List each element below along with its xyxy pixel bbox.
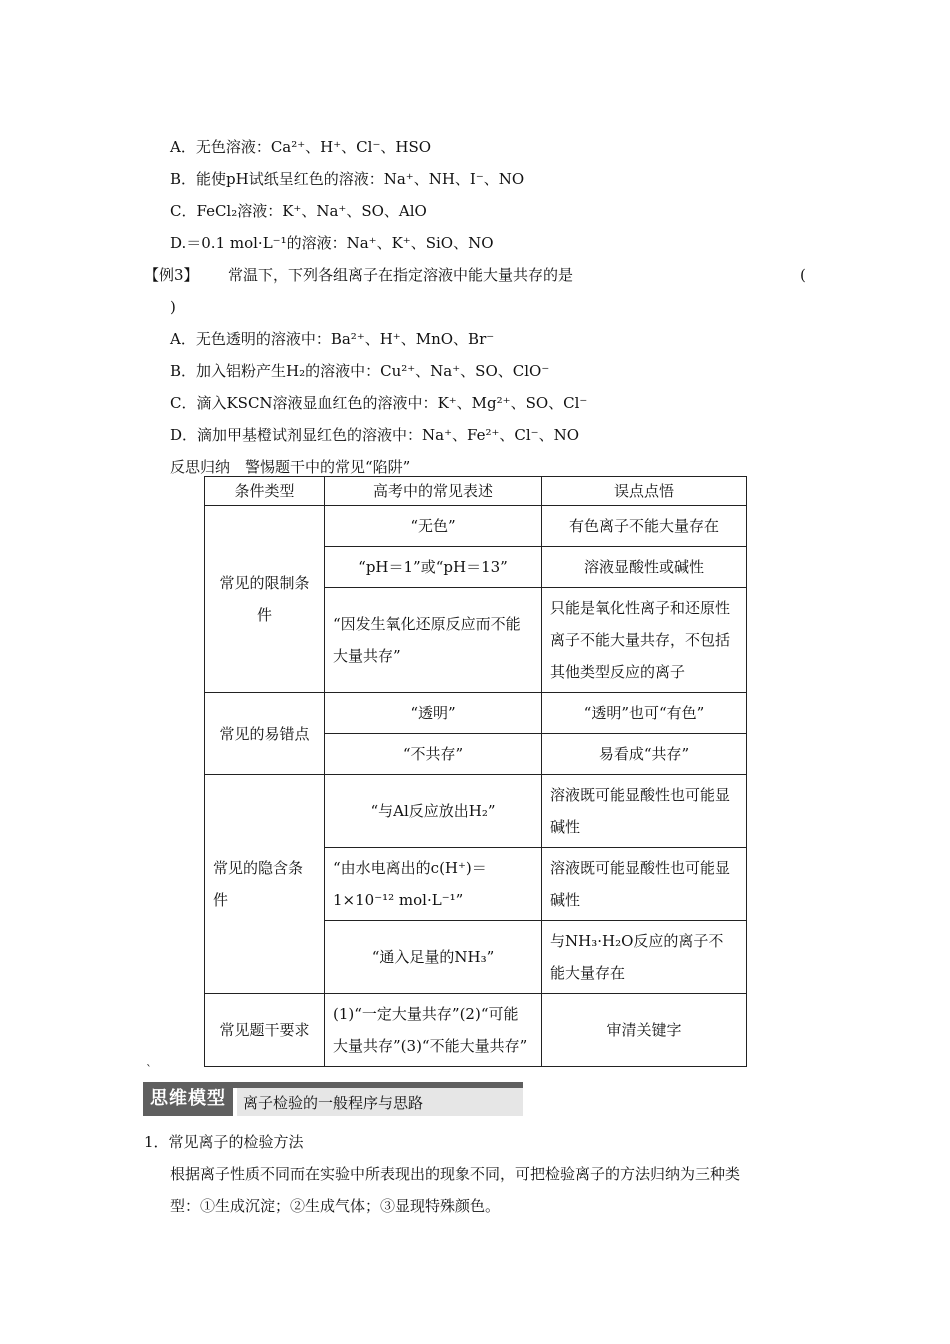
- example3-stem: 常温下，下列各组离子在指定溶液中能大量共存的是: [228, 266, 574, 284]
- example2-option-b: B．能使pH试纸呈红色的溶液：Na⁺、NH、I⁻、NO: [170, 170, 525, 188]
- insight-cell: 溶液既可能显酸性也可能显碱性: [542, 848, 747, 921]
- expression-cell: (1)“一定大量共存”(2)“可能大量共存”(3)“不能大量共存”: [325, 994, 542, 1067]
- insight-cell: 易看成“共存”: [542, 734, 747, 775]
- table-header: 条件类型: [205, 477, 325, 506]
- stray-mark: `: [146, 1063, 152, 1077]
- table-header-row: [205, 477, 747, 506]
- insight-cell: 与NH₃·H₂O反应的离子不能大量存在: [542, 921, 747, 994]
- expression-cell: “由水电离出的c(H⁺)＝1×10⁻¹² mol·L⁻¹”: [325, 848, 542, 921]
- banner-title: 离子检验的一般程序与思路: [243, 1094, 424, 1112]
- table-header: 高考中的常见表述: [325, 477, 542, 506]
- thinking-model-banner: [143, 1082, 523, 1116]
- insight-cell: 审清关键字: [542, 994, 747, 1067]
- reflection-heading: 反思归纳 警惕题干中的常见“陷阱”: [170, 458, 411, 476]
- expression-cell: “通入足量的NH₃”: [325, 921, 542, 994]
- condition-type-cell: 常见的隐含条件: [205, 775, 325, 994]
- insight-cell: 只能是氧化性离子和还原性离子不能大量共存，不包括其他类型反应的离子: [542, 588, 747, 693]
- expression-cell: “不共存”: [325, 734, 542, 775]
- expression-cell: “透明”: [325, 693, 542, 734]
- expression-cell: “因发生氧化还原反应而不能大量共存”: [325, 588, 542, 693]
- condition-type-cell: 常见的限制条件: [205, 506, 325, 693]
- insight-cell: 溶液显酸性或碱性: [542, 547, 747, 588]
- insight-cell: 有色离子不能大量存在: [542, 506, 747, 547]
- section1-heading: 1．常见离子的检验方法: [144, 1133, 304, 1151]
- example3-option-d: D．滴加甲基橙试剂显红色的溶液中：Na⁺、Fe²⁺、Cl⁻、NO: [170, 426, 580, 444]
- example2-option-d: D.＝0.1 mol·L⁻¹的溶液：Na⁺、K⁺、SiO、NO: [170, 234, 494, 252]
- example3-option-b: B．加入铝粉产生H₂的溶液中：Cu²⁺、Na⁺、SO、ClO⁻: [170, 362, 550, 380]
- condition-type-cell: 常见题干要求: [205, 994, 325, 1067]
- example3-option-a: A．无色透明的溶液中：Ba²⁺、H⁺、MnO、Br⁻: [170, 330, 495, 348]
- example3-option-c: C．滴入KSCN溶液显血红色的溶液中：K⁺、Mg²⁺、SO、Cl⁻: [170, 394, 588, 412]
- expression-cell: “pH＝1”或“pH＝13”: [325, 547, 542, 588]
- example2-option-c: C．FeCl₂溶液：K⁺、Na⁺、SO、AlO: [170, 202, 427, 220]
- example3-label: 【例3】: [144, 266, 199, 284]
- condition-type-cell: 常见的易错点: [205, 693, 325, 775]
- table-row: [205, 775, 747, 848]
- table-row: [205, 994, 747, 1067]
- table-row: [205, 693, 747, 734]
- trap-summary-table: [204, 476, 747, 1067]
- expression-cell: “与Al反应放出H₂”: [325, 775, 542, 848]
- example3-paren-open: (: [800, 266, 806, 284]
- expression-cell: “无色”: [325, 506, 542, 547]
- insight-cell: 溶液既可能显酸性也可能显碱性: [542, 775, 747, 848]
- example2-option-a: A．无色溶液：Ca²⁺、H⁺、Cl⁻、HSO: [170, 138, 432, 156]
- example3-paren-close: ): [170, 298, 176, 316]
- table-row: [205, 506, 747, 547]
- section1-paragraph-line2: 型：①生成沉淀；②生成气体；③显现特殊颜色。: [170, 1197, 501, 1215]
- banner-tag: 思维模型: [143, 1082, 233, 1116]
- section1-paragraph-line1: 根据离子性质不同而在实验中所表现出的现象不同，可把检验离子的方法归纳为三种类: [170, 1165, 741, 1183]
- insight-cell: “透明”也可“有色”: [542, 693, 747, 734]
- table-header: 误点点悟: [542, 477, 747, 506]
